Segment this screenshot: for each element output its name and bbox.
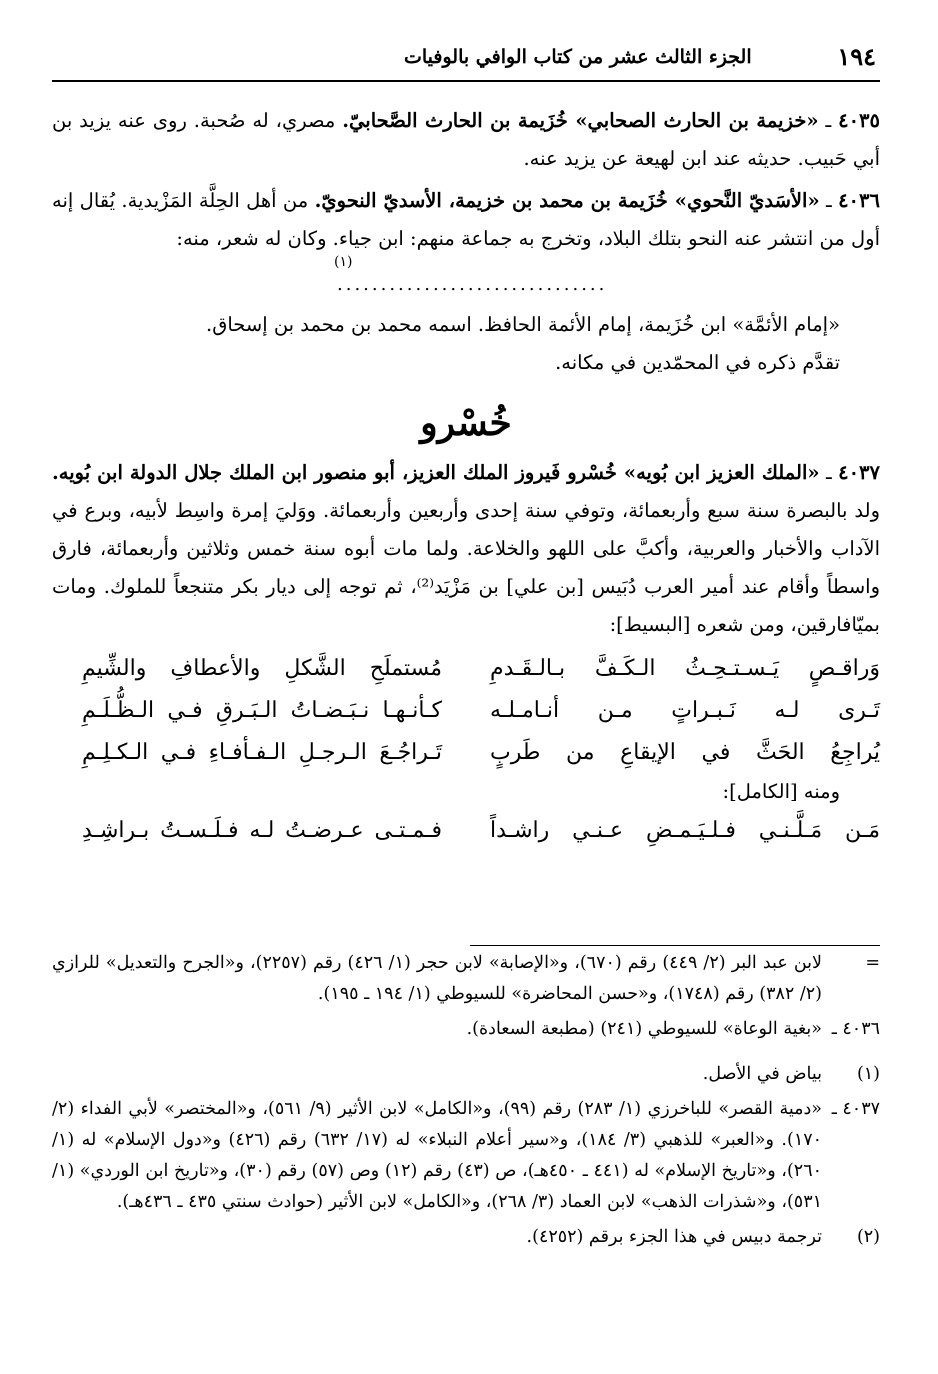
footnote-text: «بغية الوعاة» للسيوطي (٢٤١) (مطبعة السعادة). bbox=[466, 1019, 822, 1039]
footnote-mark: = bbox=[865, 953, 880, 973]
hemistich-second: فـمـتـى عـرضـتُ لـه فـلَـسـتُ بـراشِـدِ bbox=[82, 818, 442, 843]
dotted-gap: ............................... bbox=[337, 274, 608, 295]
entry-number: ٤٠٣٦ bbox=[838, 189, 880, 212]
quote-line: تقدَّم ذكره في المحمّدين في مكانه. bbox=[555, 351, 840, 374]
entry-4035: ٤٠٣٥ ـ «خزيمة بن الحارث الصحابي» خُزَيمة بن الحارث الصَّحابيّ. مصري، له صُحبة. روى عنه يزيد بن أبي حَبيب. حديثه عند ابن لهيعة عن يزيد عنه. bbox=[52, 109, 880, 170]
footnote-mark: ٤٠٣٧ ـ bbox=[831, 1099, 880, 1119]
verse-line bbox=[52, 810, 880, 852]
entry-heading: «خزيمة بن الحارث الصحابي» خُزَيمة بن الحارث الصَّحابيّ. bbox=[342, 109, 819, 132]
entry-heading: «الملك العزيز ابن بُويه» خُسْرو فَيروز الملك العزيز، أبو منصور ابن الملك جلال الدولة ابن بُويه. bbox=[52, 461, 820, 484]
section-title: خُسْرو bbox=[420, 402, 512, 444]
footnote bbox=[52, 1014, 880, 1045]
running-title: الجزء الثالث عشر من كتاب الوافي بالوفيات bbox=[404, 46, 752, 68]
hemistich-first: وَراقـصٍ يَـسـتـحِـثُ الـكَـفَّ بـالـقَـدمِ bbox=[490, 656, 880, 681]
footnotes bbox=[52, 948, 880, 1257]
entry-number: ٤٠٣٥ bbox=[838, 109, 880, 132]
footnote-ref: (١) bbox=[334, 254, 353, 270]
cross-reference bbox=[52, 306, 840, 382]
verse-line bbox=[52, 732, 880, 774]
footnote-mark: (٢) bbox=[856, 1227, 880, 1247]
entry-text: مصري، له صُحبة. روى عنه يزيد بن أبي حَبيب. حديثه عند ابن لهيعة عن يزيد عنه. bbox=[52, 109, 880, 170]
entry-text: ولد بالبصرة سنة سبع وأربعمائة، وتوفي سنة إحدى وأربعين وأربعمائة. ووَليَ إمرة واسِط لأبيه، وبرع في الآداب والأخبار والعربية، وأكبَّ على اللهو والخلاعة. ولما مات أبوه سنة خمس وثلاثين وأربعمائة، فارق واسطاً وأقام عند أمير العرب دُبَيس [بن علي] بن مَزْيَد⁽²⁾، ثم توجه إلى ديار بكر متنجعاً للملوك. ومات بميّافارقين، ومن شعره [البسيط]: bbox=[52, 499, 880, 636]
poem-basit bbox=[52, 648, 880, 774]
entry-text: من أهل الحِلَّة المَزْيدية. يُقال إنه أول من انتشر عنه النحو بتلك البلاد، وتخرج به جماعة منهم: ابن جياء. وكان له شعر، منه: bbox=[52, 189, 880, 250]
meter-label: ومنه [الكامل]: bbox=[722, 780, 840, 803]
quote-line: «إمام الأئمَّة» ابن خُزَيمة، إمام الأئمة الحافظ. اسمه محمد بن محمد بن إسحاق. bbox=[206, 313, 840, 336]
footnote-text: بياض في الأصل. bbox=[702, 1064, 822, 1084]
footnote-text: لابن عبد البر (٢/ ٤٤٩) رقم (٦٧٠)، و«الإصابة» لابن حجر (١/ ٤٢٦) رقم (٢٢٥٧)، و«الجرح والتعديل» للرازي (٢/ ٣٨٢) رقم (١٧٤٨)، و«حسن المحاضرة» للسيوطي (١/ ١٩٤ ـ ١٩٥). bbox=[52, 953, 823, 1004]
main-text bbox=[52, 102, 880, 852]
footnote bbox=[52, 1222, 880, 1253]
entry-heading: «الأسَديّ النَّحوي» خُزَيمة بن محمد بن خزيمة، الأسديّ النحويّ. bbox=[314, 189, 820, 212]
footnote-rule bbox=[470, 945, 880, 946]
footnote bbox=[52, 1059, 880, 1090]
hemistich-first: تَـرى لـه نَـبـراتٍ مـن أنـامـلـه bbox=[490, 698, 880, 723]
hemistich-second: كـأنـهـا نـبَـضـاتُ الـبَـرقِ فـي الـظُّـلَـمِ bbox=[82, 698, 442, 723]
footnote-text: «دمية القصر» للباخرزي (١/ ٢٨٣) رقم (٩٩)، و«الكامل» لابن الأثير (٩/ ٥٦١)، و«المختصر» لأبي الفداء (٢/ ١٧٠). و«العبر» للذهبي (٣/ ١٨٤)، و«سير أعلام النبلاء» له (١٧/ ٦٣٢) رقم (٤٢٦) و«دول الإسلام» له (١/ ٢٦٠)، و«تاريخ الإسلام» له (٤٤١ ـ ٤٥٠هـ)، ص (٤٣) رقم (١٢) وص (٥٧) رقم (٣٠)، و«تاريخ ابن الوردي» (١/ ٥٣١)، و«شذرات الذهب» لابن العماد (٣/ ٢٦٨)، و«الكامل» لابن الأثير (حوادث سنتي ٤٣٥ ـ ٤٣٦هـ). bbox=[52, 1099, 823, 1212]
page-number: ١٩٤ bbox=[837, 42, 876, 71]
footnote bbox=[52, 1094, 880, 1218]
footnote-mark: (١) bbox=[856, 1064, 880, 1084]
hemistich-first: يُراجِعُ الحَثَّ في الإيقاعِ من طَربٍ bbox=[490, 740, 880, 765]
footnote-text: ترجمة دبيس في هذا الجزء برقم (٤٢٥٢). bbox=[526, 1227, 822, 1247]
footnote-mark: ٤٠٣٦ ـ bbox=[831, 1019, 880, 1039]
poem-kamil bbox=[52, 810, 880, 852]
running-header bbox=[52, 40, 880, 82]
entry-4036: ٤٠٣٦ ـ «الأسَديّ النَّحوي» خُزَيمة بن محمد بن خزيمة، الأسديّ النحويّ. من أهل الحِلَّة المَزْيدية. يُقال إنه أول من انتشر عنه النحو بتلك البلاد، وتخرج به جماعة منهم: ابن جياء. وكان له شعر، منه: bbox=[52, 189, 880, 250]
hemistich-second: تَـراجُـعَ الـرجـلِ الـفـأفـاءِ فـي الـكـلِـمِ bbox=[82, 740, 442, 765]
entry-number: ٤٠٣٧ bbox=[838, 461, 880, 484]
verse-line bbox=[52, 690, 880, 732]
footnote bbox=[52, 948, 880, 1010]
hemistich-first: مَـن مَـلَّـنـي فـلـيَـمـضِ عـنـي راشـداً bbox=[490, 818, 880, 843]
verse-line bbox=[52, 648, 880, 690]
hemistich-second: مُستملَحِ الشَّكلِ والأعطافِ والشِّيمِ bbox=[82, 656, 442, 681]
entry-4037: ٤٠٣٧ ـ «الملك العزيز ابن بُويه» خُسْرو فَيروز الملك العزيز، أبو منصور ابن الملك جلال الدولة ابن بُويه. ولد بالبصرة سنة سبع وأربعمائة، وتوفي سنة إحدى وأربعين وأربعمائة. ووَليَ إمرة واسِط لأبيه، وبرع في الآداب والأخبار والعربية، وأكبَّ على اللهو والخلاعة. ولما مات أبوه سنة خمس وثلاثين وأربعمائة، فارق واسطاً وأقام عند أمير العرب دُبَيس [بن علي] بن مَزْيَد⁽²⁾، ثم توجه إلى ديار بكر متنجعاً للملوك. ومات بميّافارقين، ومن شعره [البسيط]: bbox=[52, 461, 880, 636]
lacuna-dots bbox=[52, 254, 880, 298]
